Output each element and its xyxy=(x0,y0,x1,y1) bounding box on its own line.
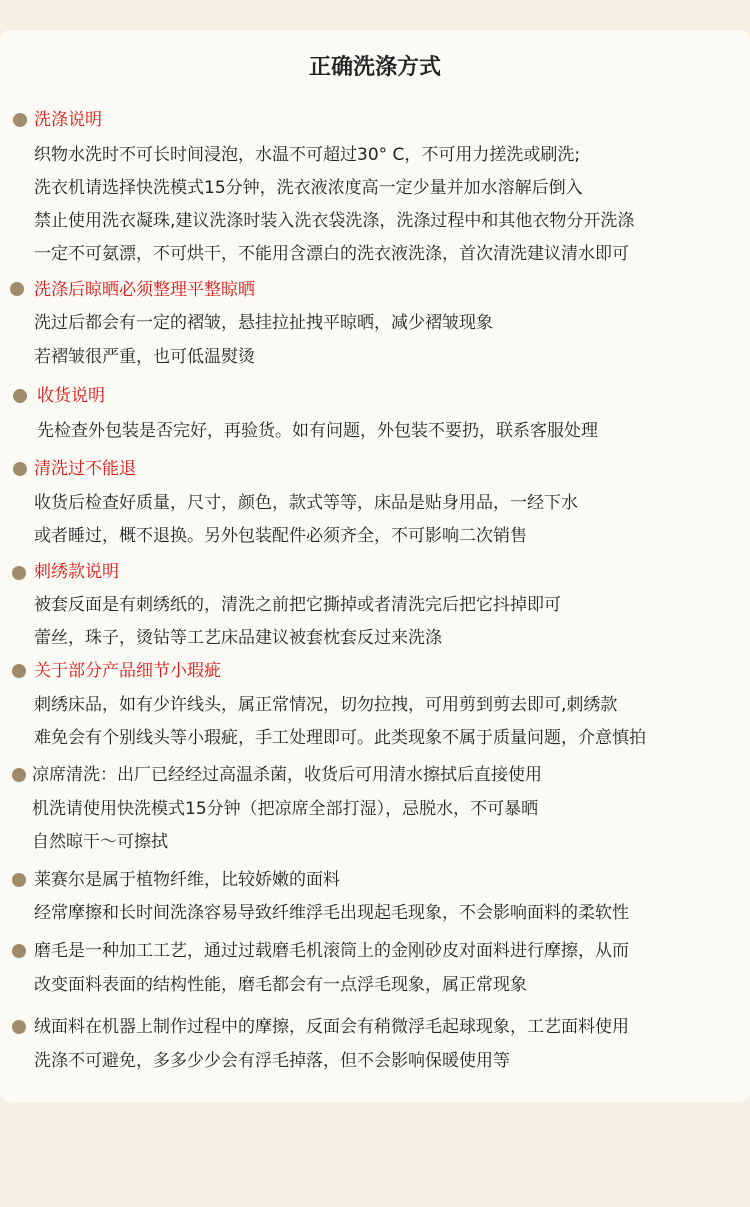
section-line: 刺绣床品，如有少许线头，属正常情况，切勿拉拽，可用剪到剪去即可,刺绣款 xyxy=(34,695,618,715)
section-line: 或者睡过，概不退换。另外包装配件必须齐全，不可影响二次销售 xyxy=(34,526,527,546)
section-line: 蕾丝，珠子，烫钻等工艺床品建议被套枕套反过来洗涤 xyxy=(34,628,442,648)
section-line: 洗过后都会有一定的褶皱，悬挂拉扯拽平晾晒，减少褶皱现象 xyxy=(34,313,493,333)
bullet-dot-icon xyxy=(12,873,26,887)
section-heading: 刺绣款说明 xyxy=(34,562,119,582)
section-heading: 绒面料在机器上制作过程中的摩擦，反面会有稍微浮毛起球现象，工艺面料使用 xyxy=(34,1017,629,1037)
bullet-dot-icon xyxy=(13,113,27,127)
section-line: 经常摩擦和长时间洗涤容易导致纤维浮毛出现起毛现象，不会影响面料的柔软性 xyxy=(34,903,629,923)
section-line: 机洗请使用快洗模式15分钟（把凉席全部打湿），忌脱水，不可暴晒 xyxy=(32,799,539,819)
bullet-dot-icon xyxy=(12,944,26,958)
bullet-dot-icon xyxy=(12,664,26,678)
bullet-dot-icon xyxy=(12,1020,26,1034)
section-line: 洗衣机请选择快洗模式15分钟，洗衣液浓度高一定少量并加水溶解后倒入 xyxy=(34,178,583,198)
section-heading: 洗涤说明 xyxy=(34,110,102,130)
section-heading: 磨毛是一种加工工艺，通过过载磨毛机滚筒上的金刚砂皮对面料进行摩擦，从而 xyxy=(34,941,629,961)
section-heading: 莱赛尔是属于植物纤维，比较娇嫩的面料 xyxy=(34,870,340,890)
section-line: 改变面料表面的结构性能，磨毛都会有一点浮毛现象，属正常现象 xyxy=(34,975,527,995)
bullet-dot-icon xyxy=(13,389,27,403)
page-title: 正确洗涤方式 xyxy=(308,55,441,80)
section-heading: 凉席清洗：出厂已经经过高温杀菌，收货后可用清水擦拭后直接使用 xyxy=(32,765,542,785)
section-line: 若褶皱很严重，也可低温熨烫 xyxy=(34,347,255,367)
section-line: 难免会有个别线头等小瑕疵，手工处理即可。此类现象不属于质量问题，介意慎拍 xyxy=(34,728,646,748)
section-line: 先检查外包装是否完好，再验货。如有问题，外包装不要扔，联系客服处理 xyxy=(37,421,598,441)
section-line: 自然晾干～可擦拭 xyxy=(32,832,168,852)
bullet-dot-icon xyxy=(10,282,24,296)
section-line: 被套反面是有刺绣纸的，清洗之前把它撕掉或者清洗完后把它抖掉即可 xyxy=(34,595,561,615)
bullet-dot-icon xyxy=(13,462,27,476)
section-line: 禁止使用洗衣凝珠,建议洗涤时装入洗衣袋洗涤，洗涤过程中和其他衣物分开洗涤 xyxy=(34,211,635,231)
section-line: 织物水洗时不可长时间浸泡，水温不可超过30° C，不可用力搓洗或刷洗; xyxy=(34,145,581,165)
bullet-dot-icon xyxy=(12,768,26,782)
section-heading: 清洗过不能退 xyxy=(34,459,136,479)
section-line: 一定不可氨漂，不可烘干，不能用含漂白的洗衣液洗涤，首次清洗建议清水即可 xyxy=(34,244,629,264)
section-line: 收货后检查好质量，尺寸，颜色，款式等等，床品是贴身用品，一经下水 xyxy=(34,493,578,513)
section-line: 洗涤不可避免，多多少少会有浮毛掉落，但不会影响保暖使用等 xyxy=(34,1051,510,1071)
section-heading: 洗涤后晾晒必须整理平整晾晒 xyxy=(34,280,255,300)
section-heading: 收货说明 xyxy=(37,386,105,406)
bullet-dot-icon xyxy=(12,566,26,580)
section-heading: 关于部分产品细节小瑕疵 xyxy=(34,661,221,681)
